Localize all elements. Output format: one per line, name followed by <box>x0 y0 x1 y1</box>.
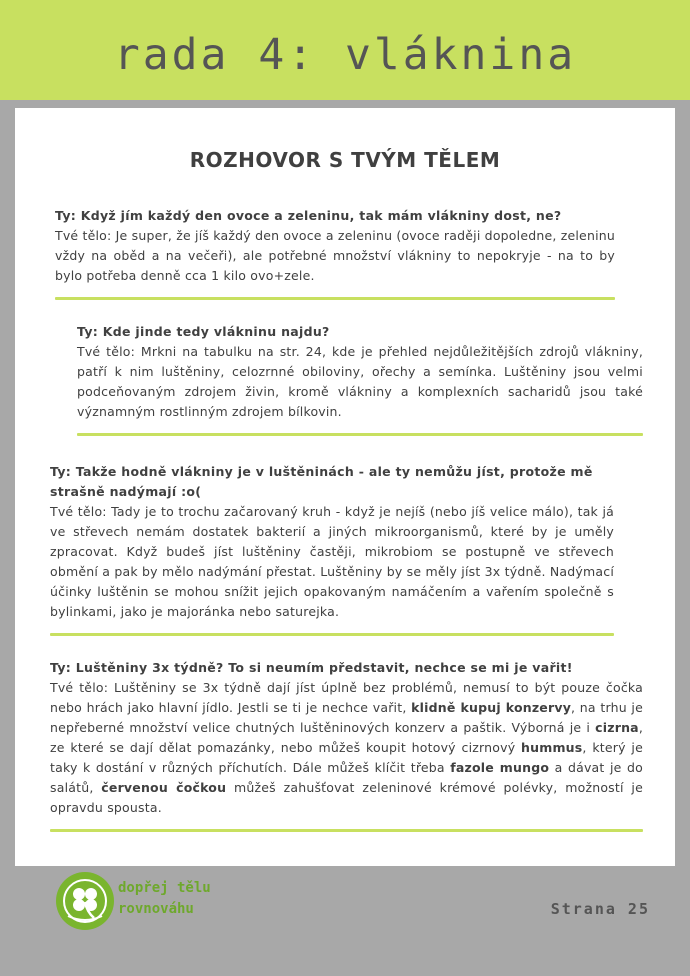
logo-line-2: rovnováhu <box>118 901 194 917</box>
qa-block-3 <box>50 462 614 636</box>
header-band <box>0 0 690 100</box>
section-heading: ROZHOVOR S TVÝM TĚLEM <box>189 148 501 172</box>
question: Ty: Když jím každý den ovoce a zeleninu, tak mám vlákniny dost, ne? <box>55 208 562 223</box>
answer-emphasis: hummus <box>521 740 583 755</box>
answer-emphasis: klidně kupuj konzervy <box>411 700 572 715</box>
answer-text: , ze které se dají dělat pomazánky, nebo můžeš koupit hotový cizrnový <box>50 720 643 755</box>
answer-emphasis: cizrna <box>595 720 639 735</box>
answer <box>50 678 643 818</box>
qa-block-2 <box>77 322 643 436</box>
qa-block-1 <box>55 206 615 300</box>
page-title: rada 4: vláknina <box>113 30 577 80</box>
answer: Tvé tělo: Mrkni na tabulku na str. 24, kde je přehled nejdůležitějších zdrojů vlákniny, patří k nim luštěniny, celozrnné obiloviny, ořechy a semínka. Luštěniny jsou velmi podceňovaným zdrojem živin, kromě vlákniny a komplexních sacharidů jsou také významným rostlinným zdrojem bílkovin. <box>77 344 643 419</box>
answer-emphasis: fazole mungo <box>450 760 550 775</box>
divider <box>77 433 643 436</box>
question: Ty: Kde jinde tedy vlákninu najdu? <box>77 324 330 339</box>
answer-text: a dávat je do salátů, <box>50 760 644 795</box>
qa-block-4 <box>50 658 643 832</box>
divider <box>50 633 614 636</box>
question: Ty: Luštěniny 3x týdně? To si neumím představit, nechce se mi je vařit! <box>50 660 573 675</box>
answer-text: , který je taky k dostání v různých příchutích. Dále můžeš klíčit třeba <box>50 740 643 775</box>
clover-logo-icon <box>56 872 114 930</box>
answer: Tvé tělo: Je super, že jíš každý den ovoce a zeleninu (ovoce raději dopoledne, zeleninu vždy na oběd a na večeři), ale potřebné množství vlákniny to nepokryje - na to by bylo potřeba denně cca 1 kilo ovo+zele. <box>55 228 615 283</box>
page-number: Strana 25 <box>550 900 650 918</box>
logo-text <box>118 878 211 920</box>
answer-text: můžeš zahušťovat zeleninové krémové polévky, možností je opravdu spousta. <box>50 780 643 815</box>
content-card <box>15 108 675 866</box>
logo-line-1: dopřej tělu <box>118 880 211 896</box>
answer-text: Tvé tělo: Luštěniny se 3x týdně dají jíst úplně bez problémů, nemusí to být pouze čočka nebo hrách jako hlavní jídlo. Jestli se ti je nechce vařit, <box>50 680 643 715</box>
divider <box>50 829 643 832</box>
answer: Tvé tělo: Tady je to trochu začarovaný kruh - když je nejíš (nebo jíš velice málo), tak já ve střevech nemám dostatek bakterií a jiných mikroorganismů, které by je uměly zpracovat. Když budeš jíst luštěniny častěji, mikrobiom se postupně ve střevech obmění a pak by mělo nadýmání přestat. Luštěniny by se měly jíst 3x týdně. Nadýmací účinky luštěnin se mohou snížit jejich opakovaným namáčením a vařením společně s bylinkami, jako je majoránka nebo saturejka. <box>50 504 614 619</box>
question: Ty: Takže hodně vlákniny je v luštěninách - ale ty nemůžu jíst, protože mě strašně nadýmají :o( <box>50 464 593 499</box>
answer-text: , na trhu je nepřeberné množství velice chutných luštěninových konzerv a paštik. Výborná je i <box>50 700 643 735</box>
divider <box>55 297 615 300</box>
answer-emphasis: červenou čočkou <box>101 780 227 795</box>
